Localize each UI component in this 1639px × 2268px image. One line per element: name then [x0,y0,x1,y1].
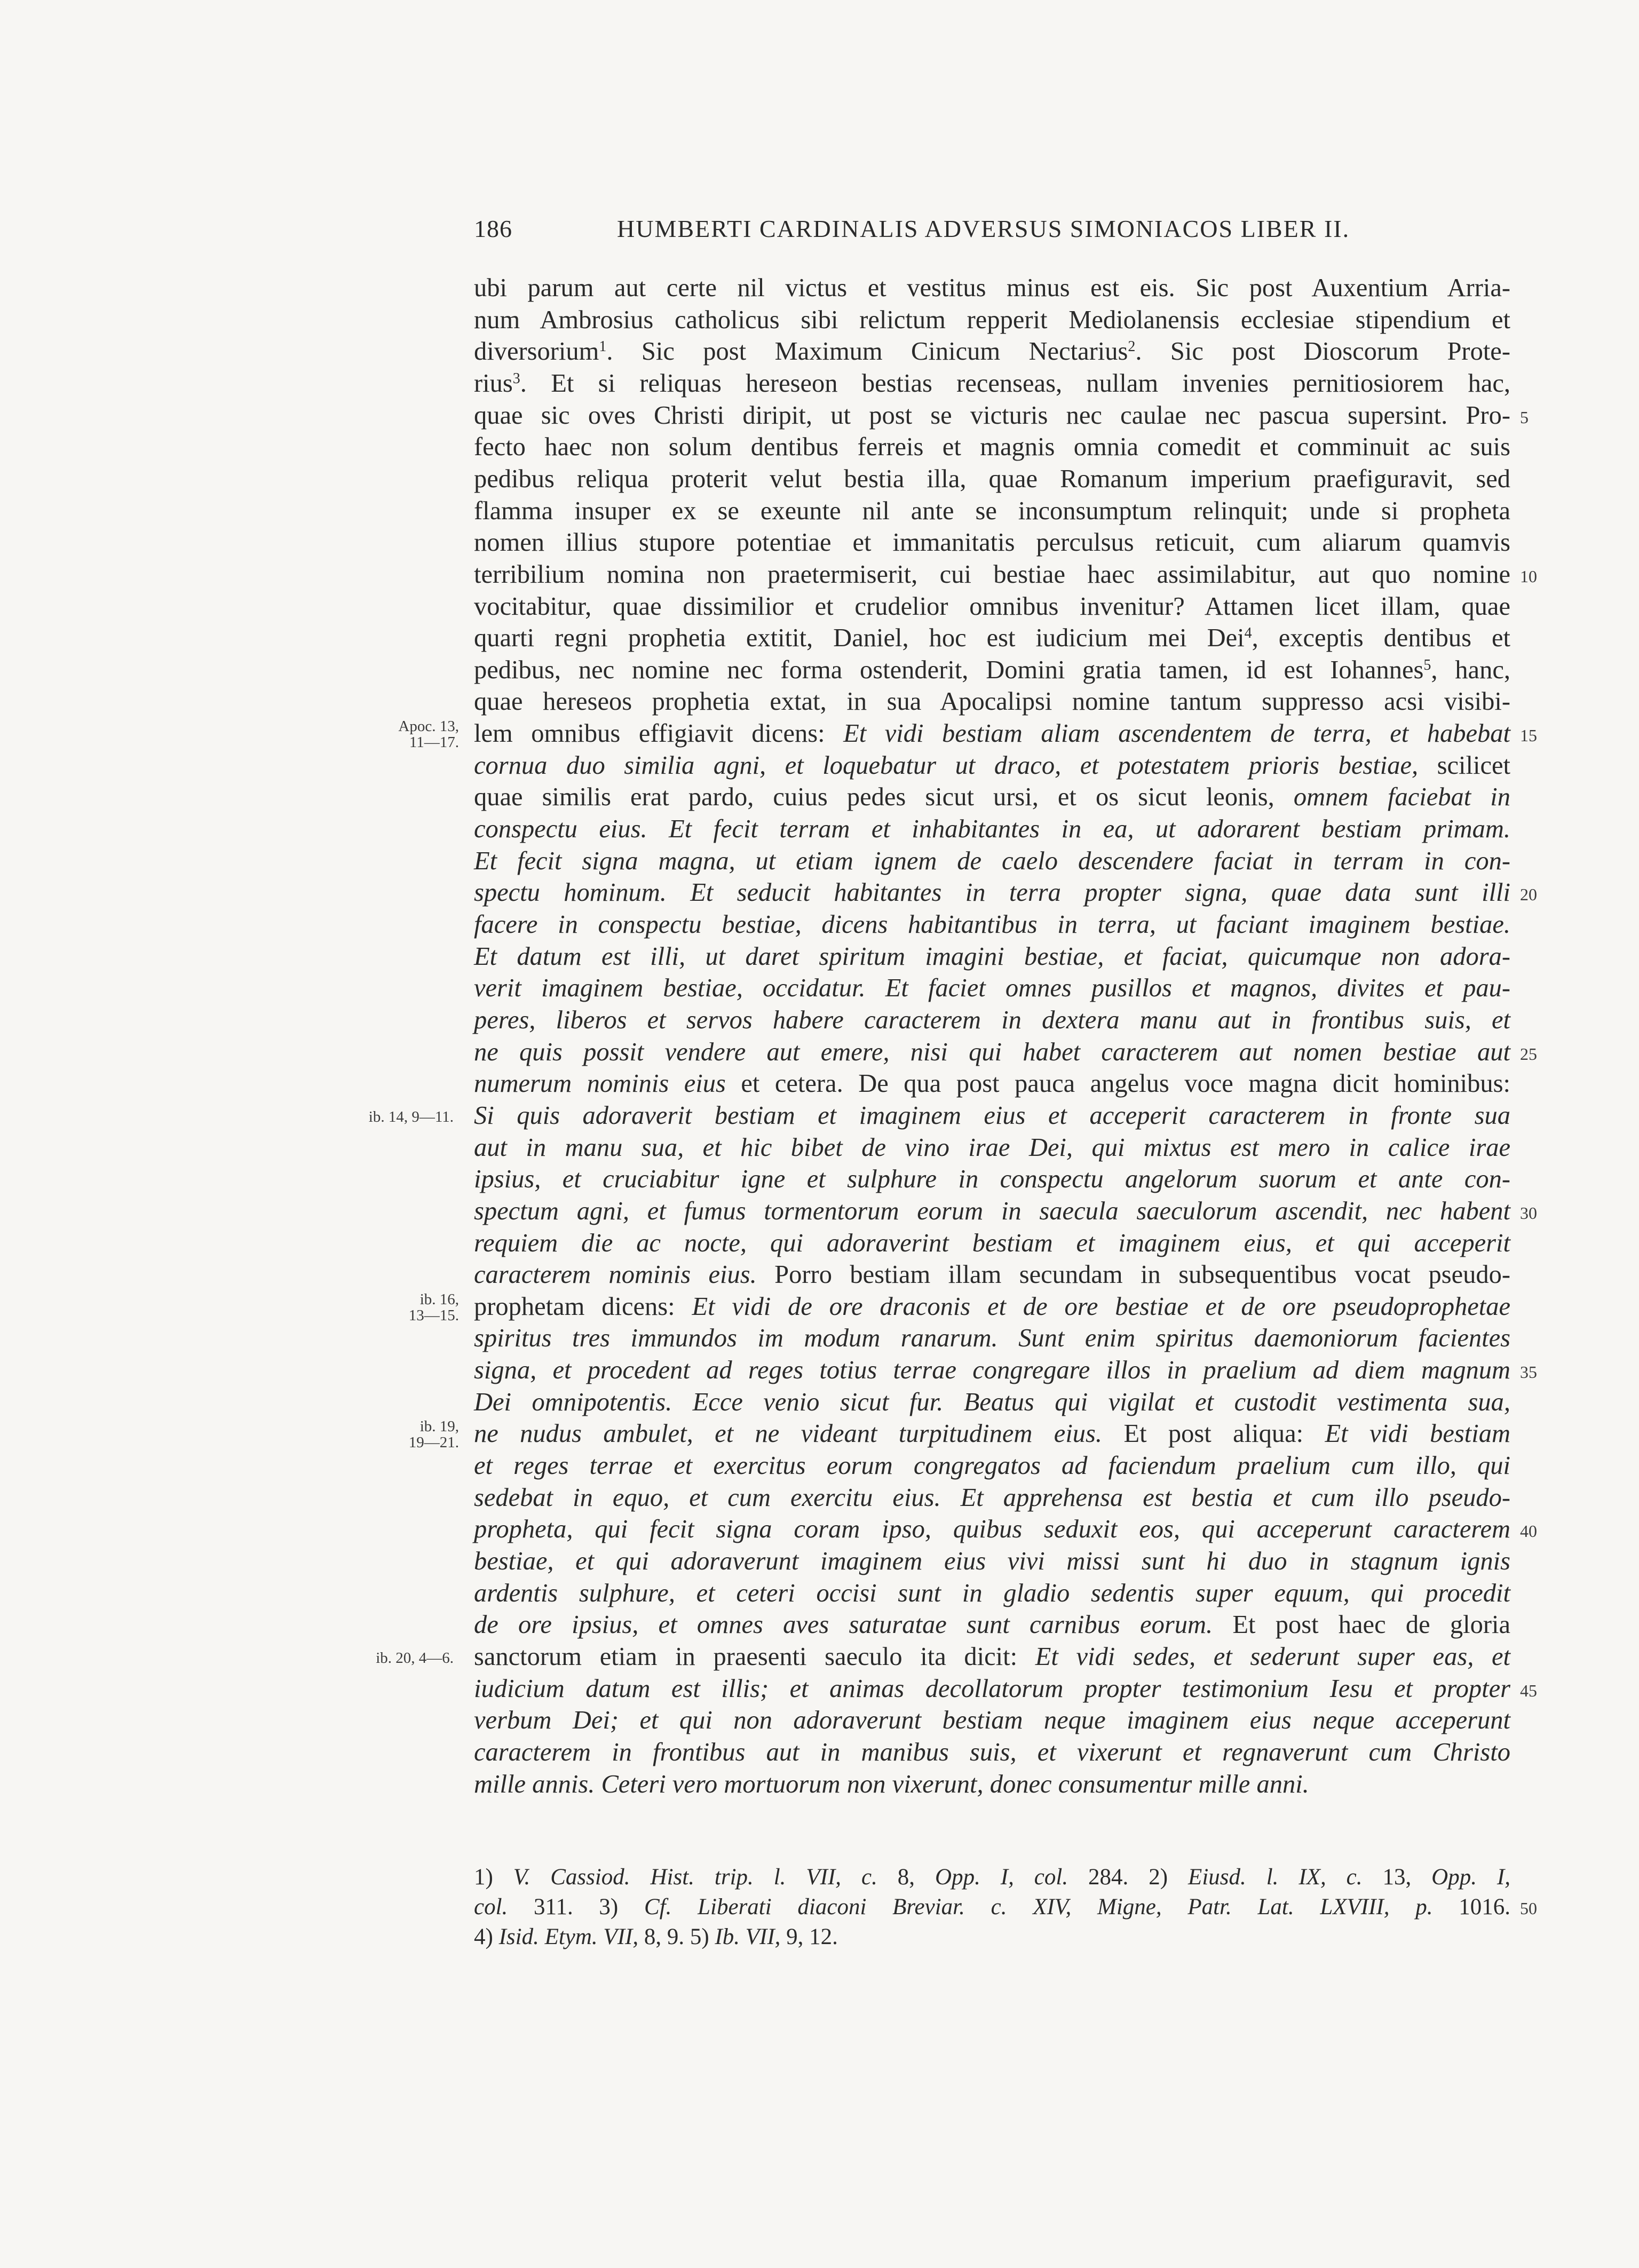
italic-span: spiritus tres immundos im modum ranarum. Sunt enim spiritus daemoniorum facientes [474,1324,1510,1353]
italic-span: iudicium datum est illis; et animas decollatorum propter testimonium Iesu et propter [474,1674,1510,1703]
italic-span: Eiusd. l. IX, c. [1188,1865,1363,1890]
italic-span: verit imaginem bestiae, occidatur. Et faciet omnes pusillos et magnos, divites et pau- [474,974,1510,1003]
line-number: 50 [1520,1899,1537,1918]
margin-reference-part: 19—21. [408,1434,459,1452]
text-span: , exceptis dentibus et [1252,624,1510,653]
line-number: 35 [1520,1362,1537,1382]
text-line [474,1132,1510,1163]
text-span: terribilium nomina non praetermiserit, cui bestiae haec assimilabitur, aut quo nomine [474,560,1510,589]
text-span: num Ambrosius catholicus sibi relictum repperit Mediolanensis ecclesiae stipendium et [474,305,1510,334]
text-line [474,909,1510,940]
text-line [474,1705,1510,1736]
italic-span: Et vidi bestiam [1325,1420,1510,1448]
footnote-ref: 3 [512,370,520,387]
italic-span: ipsius, et cruciabitur igne et sulphure in conspectu angelorum suorum et ante con- [474,1165,1510,1194]
text-span: 1) [474,1865,513,1890]
italic-span: conspectu eius. Et fecit terram et inhabitantes in ea, ut adorarent bestiam primam. [474,815,1510,844]
italic-span: verbum Dei; et qui non adoraverunt bestiam neque imaginem eius neque acceperunt [474,1706,1510,1735]
italic-span: Opp. I, [1431,1865,1511,1890]
text-span: 13, [1362,1865,1432,1890]
text-line [474,1005,1510,1036]
text-line [474,1546,1510,1577]
italic-span: Et fecit signa magna, ut etiam ignem de caelo descendere faciat in terram in con- [474,846,1510,875]
italic-span: numerum nominis eius [474,1069,726,1098]
text-line [474,718,1510,749]
italic-span: caracterem nominis eius. [474,1260,757,1289]
margin-reference [368,1109,454,1125]
italic-span: Et vidi de ore draconis et de ore bestiae et de ore pseudoprophetae [692,1292,1511,1321]
line-number: 15 [1520,726,1537,746]
text-span: scilicet [1418,751,1510,780]
text-span: ubi parum aut certe nil victus et vestitus minus est eis. Sic post Auxentium Arria- [474,274,1510,302]
text-span: quae hereseos prophetia extat, in sua Apocalipsi nomine tantum suppresso acsi visibi- [474,687,1510,716]
line-number: 45 [1520,1680,1537,1700]
italic-span: Si quis adoraverit bestiam et imaginem eius et acceperit caracterem in fronte sua [474,1101,1510,1130]
footnote-ref: 4 [1244,625,1252,642]
text-line [474,1769,1510,1800]
text-line [474,1641,1510,1672]
running-title: HUMBERTI CARDINALIS ADVERSUS SIMONIACOS LIBER II. [617,215,1350,242]
italic-span: Isid. Etym. VII, [498,1924,639,1949]
text-line [474,432,1510,463]
text-line [474,1100,1510,1131]
italic-span: cornua duo similia agni, et loquebatur ut draco, et potestatem prioris bestiae, [474,751,1419,780]
text-span: 8, 9. 5) [638,1924,715,1949]
italic-span: requiem die ac nocte, qui adoraverint bestiam et imaginem eius, et qui acceperit [474,1228,1510,1257]
text-line [474,1482,1510,1513]
italic-span: spectum agni, et fumus tormentorum eorum in saecula saeculorum ascendit, nec habent [474,1196,1510,1225]
footnote-line [474,1863,1510,1891]
text-line [474,464,1510,495]
text-span: et cetera. De qua post pauca angelus voce magna dicit hominibus: [725,1069,1510,1098]
margin-reference-part: 13—15. [408,1306,459,1324]
italic-span: ne nudus ambulet, et ne videant turpitudinem eius. [474,1420,1103,1448]
text-span: Et post haec de gloria [1213,1611,1510,1639]
text-line [474,1323,1510,1354]
text-span: 9, 12. [780,1924,838,1949]
text-span: fecto haec non solum dentibus ferreis et magnis omnia comedit et comminuit ac suis [474,433,1510,462]
margin-reference [374,1291,459,1323]
text-span: . Sic post Dioscorum Prote- [1135,337,1510,366]
text-line [474,1068,1510,1099]
italic-span: aut in manu sua, et hic bibet de vino irae Dei, qui mixtus est mero in calice irae [474,1133,1510,1162]
text-line [474,305,1510,336]
text-span: nomen illius stupore potentiae et immanitatis perculsus reticuit, cum aliarum quamvis [474,528,1510,557]
text-line [474,973,1510,1004]
text-span: 4) [474,1924,499,1949]
text-span: flamma insuper ex se exeunte nil ante se inconsumptum relinquit; unde si propheta [474,496,1510,525]
margin-reference-part: Apoc. 13, [398,718,459,735]
text-line [474,527,1510,558]
italic-span: ardentis sulphure, et ceteri occisi sunt in gladio sedentis super equum, qui procedit [474,1579,1510,1607]
text-line [474,1228,1510,1259]
page-header [474,215,1507,252]
italic-span: caracterem in frontibus aut in manibus suis, et vixerunt et regnaverunt cum Christo [474,1738,1510,1766]
italic-span: de ore ipsius, et omnes aves saturatae sunt carnibus eorum. [474,1611,1213,1639]
text-line [474,1674,1510,1704]
footnote-ref: 5 [1423,656,1431,673]
text-span: vocitabitur, quae dissimilior et crudelior omnibus invenitur? Attamen licet illam, quae [474,592,1510,621]
footnote-ref: 1 [599,338,607,355]
margin-reference-part: 11—17. [409,734,459,751]
italic-span: Ib. VII, [715,1924,781,1949]
text-span: quarti regni prophetia extitit, Daniel, hoc est iudicium mei Dei [474,624,1245,653]
text-line [474,846,1510,877]
text-span: . Et si reliquas hereseon bestias recenseas, nullam invenies pernitiosiorem hac, [520,369,1510,398]
text-line [474,1387,1510,1418]
text-span: pedibus, nec nomine nec forma ostenderit, Domini gratia tamen, id est Iohannes [474,655,1424,684]
text-line [474,1355,1510,1386]
text-line [474,814,1510,845]
line-number: 30 [1520,1203,1537,1223]
margin-reference-part: ib. 14, 9—11. [368,1108,454,1125]
italic-span: peres, liberos et servos habere caracterem in dextera manu aut in frontibus suis, et [474,1005,1510,1034]
italic-span: facere in conspectu bestiae, dicens habitantibus in terra, ut faciant imaginem bestiae. [474,910,1510,939]
line-number: 25 [1520,1044,1537,1064]
text-span: Porro bestiam illam secundam in subsequentibus vocat pseudo- [756,1260,1511,1289]
text-line [474,1196,1510,1227]
text-span: diversorium [474,337,599,366]
page-number: 186 [474,215,512,242]
text-line [474,496,1510,527]
text-line [474,559,1510,590]
italic-span: V. Cassiod. Hist. trip. l. VII, c. [513,1865,877,1890]
italic-span: mille annis. Ceteri vero mortuorum non vixerunt, donec consumentur mille anni. [474,1770,1309,1798]
italic-span: Et datum est illi, ut daret spiritum imagini bestiae, et faciat, quicumque non adora- [474,942,1510,971]
italic-span: Opp. I, col. [935,1865,1068,1890]
text-line [474,750,1510,781]
margin-reference-part: ib. 20, 4—6. [376,1649,454,1667]
text-span: rius [474,369,513,398]
margin-reference [374,718,459,750]
text-line [474,273,1510,304]
text-line [474,1737,1510,1768]
text-line [474,1259,1510,1290]
margin-reference [368,1650,454,1666]
italic-span: Dei omnipotentis. Ecce venio sicut fur. Beatus qui vigilat et custodit vestimenta sua, [474,1387,1510,1416]
text-line [474,368,1510,399]
text-span: . Sic post Maximum Cinicum Nectarius [606,337,1128,366]
text-span: , hanc, [1431,655,1510,684]
text-span: 1016. [1432,1894,1511,1920]
text-span: prophetam dicens: [474,1292,692,1321]
italic-span: Et vidi sedes, et sederunt super eas, et [1035,1642,1510,1671]
text-span: quae sic oves Christi diripit, ut post se victuris nec caulae nec pascua supersint. Pro- [474,401,1510,430]
text-line [474,782,1510,813]
text-line [474,1291,1510,1322]
text-line [474,336,1510,367]
text-line [474,686,1510,717]
italic-span: col. [474,1894,508,1920]
footnote-line [474,1923,1510,1951]
italic-span: bestiae, et qui adoraverunt imaginem eius vivi missi sunt hi duo in stagnum ignis [474,1547,1510,1575]
italic-span: Cf. Liberati diaconi Breviar. c. XIV, Migne, Patr. Lat. LXVIII, p. [644,1894,1433,1920]
margin-reference-part: ib. 16, [419,1290,459,1308]
italic-span: spectu hominum. Et seducit habitantes in terra propter signa, quae data sunt illi [474,878,1510,907]
text-line [474,1450,1510,1481]
text-span: 311. 3) [508,1894,644,1920]
line-number: 10 [1520,566,1537,586]
text-span: lem omnibus effigiavit dicens: [474,719,844,748]
italic-span: sedebat in equo, et cum exercitu eius. Et apprehensa est bestia et cum illo pseudo- [474,1483,1510,1512]
text-line [474,1609,1510,1640]
margin-reference-part: ib. 19, [419,1418,459,1436]
italic-span: propheta, qui fecit signa coram ipso, quibus seduxit eos, qui acceperunt caracterem [474,1515,1510,1544]
text-span: Et post aliqua: [1102,1420,1325,1448]
text-line [474,941,1510,972]
text-line [474,655,1510,686]
footnote-ref: 2 [1128,338,1136,355]
italic-span: signa, et procedent ad reges totius terrae congregare illos in praelium ad diem magnum [474,1356,1510,1385]
text-line [474,877,1510,908]
italic-span: et reges terrae et exercitus eorum congregatos ad faciendum praelium cum illo, qui [474,1452,1510,1480]
italic-span: omnem faciebat in [1293,783,1511,812]
text-line [474,1578,1510,1609]
text-line [474,591,1510,622]
text-span: quae similis erat pardo, cuius pedes sicut ursi, et os sicut leonis, [474,783,1294,812]
line-number: 20 [1520,885,1537,905]
text-line [474,1164,1510,1195]
text-line [474,1418,1510,1449]
text-line [474,1514,1510,1545]
italic-span: ne quis possit vendere aut emere, nisi qui habet caracterem aut nomen bestiae aut [474,1037,1510,1066]
text-span: pedibus reliqua proterit velut bestia illa, quae Romanum imperium praefiguravit, sed [474,464,1510,493]
text-line [474,400,1510,431]
line-number: 40 [1520,1521,1537,1541]
text-span: 8, [877,1865,936,1890]
footnote-line [474,1893,1510,1921]
text-line [474,623,1510,654]
text-span: 284. 2) [1068,1865,1189,1890]
line-number: 5 [1520,407,1529,427]
margin-reference [374,1418,459,1450]
text-line [474,1037,1510,1068]
italic-span: Et vidi bestiam aliam ascendentem de terra, et habebat [843,719,1510,748]
text-span: sanctorum etiam in praesenti saeculo ita dicit: [474,1642,1035,1671]
